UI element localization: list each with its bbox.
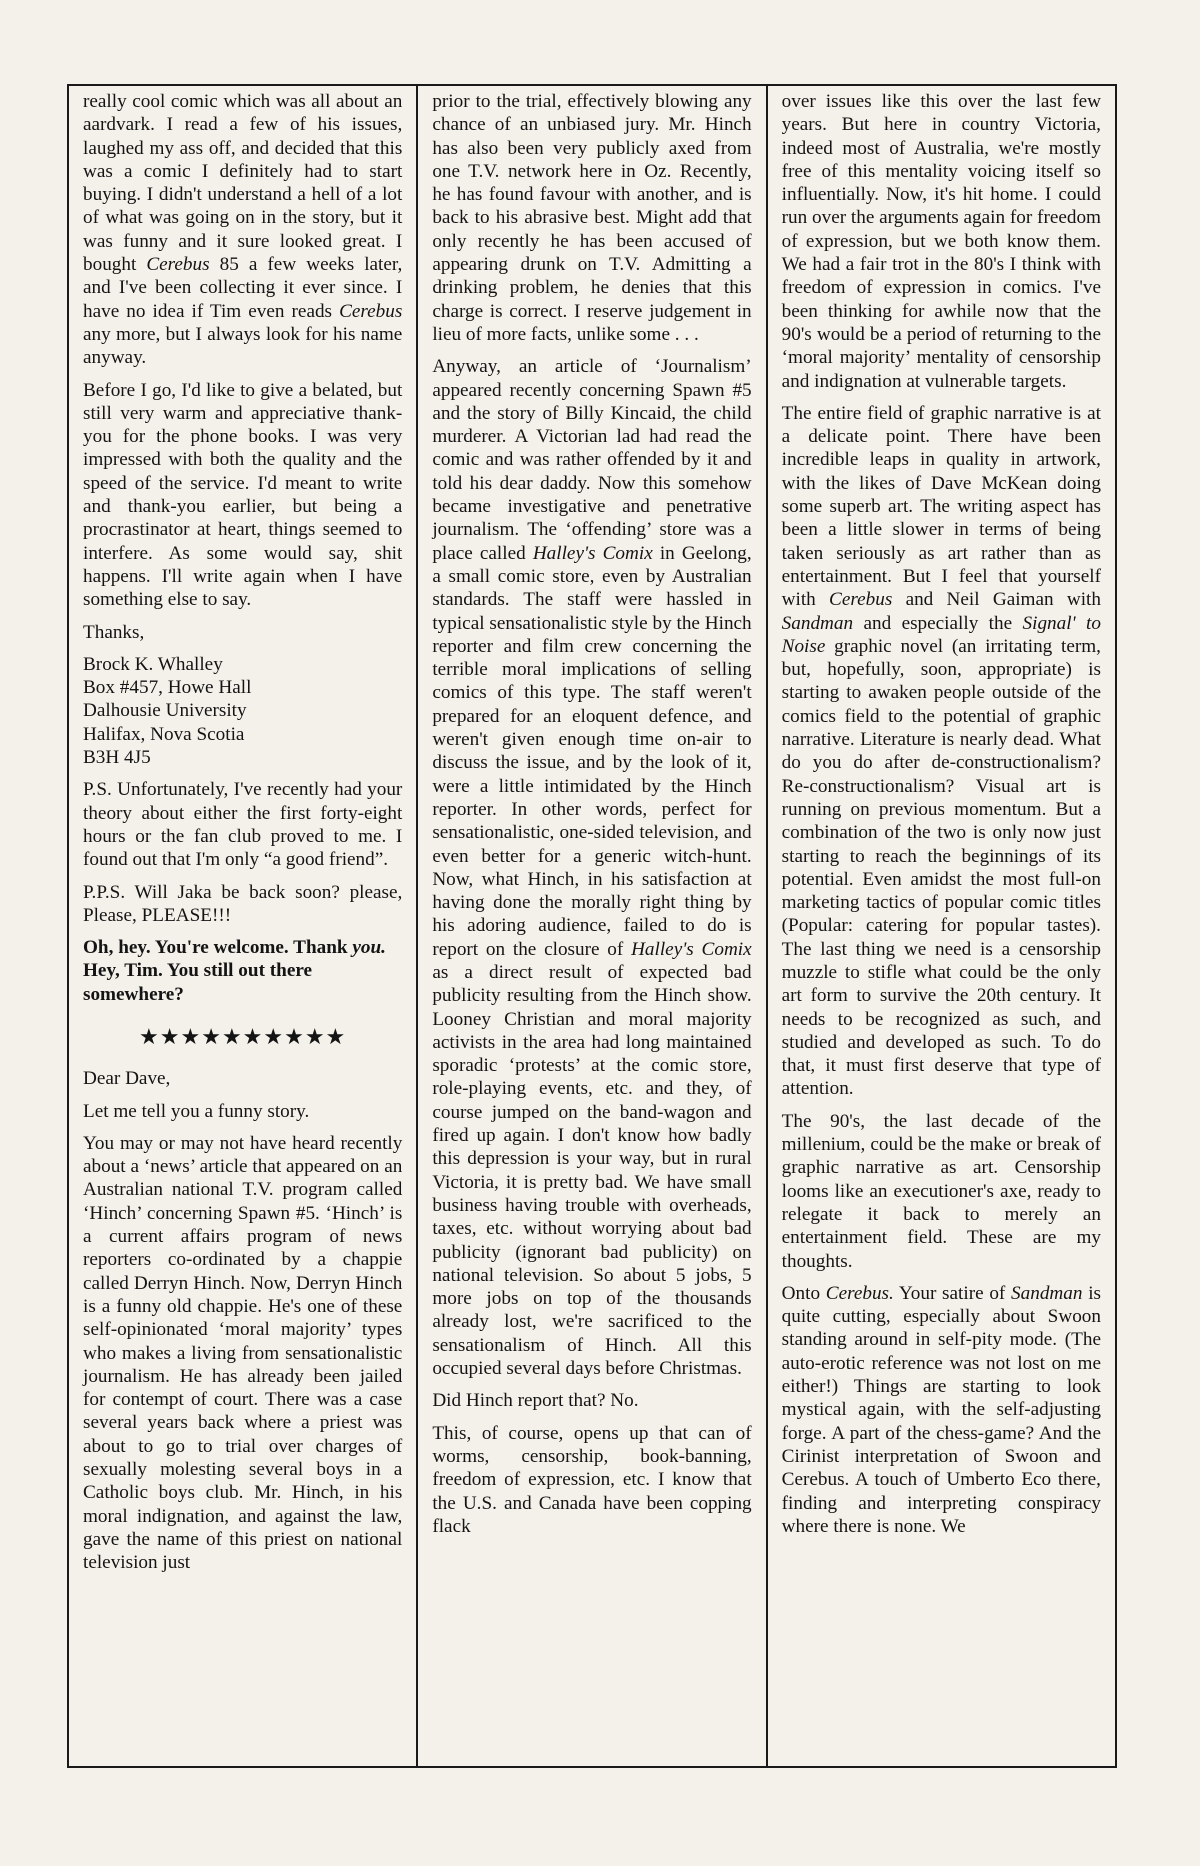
- letter-paragraph: The 90's, the last decade of the millenium, could be the make or break of graphic narrative as art. Censorship looms like an executioner's axe, ready to relegate it back to merely an entertainment field. These are my thoughts.: [781, 1110, 1101, 1272]
- title-italic: Cerebus: [146, 254, 210, 276]
- letter-paragraph: [782, 402, 1101, 1101]
- letter-paragraph: over issues like this over the last few years. But here in country Victoria, indeed most of Australia, we're mostly free of this mentality voicing itself so influentially. Now, it's hit home. I could run over the arguments again for freedom of expression, but we both know them. We had a fair trot in the 80's I think with freedom of expression in comics. I've been thinking for awhile now that the 90's would be a period of returning to the ‘moral majority’ mentality of censorship and indignation at vulnerable targets.: [781, 91, 1101, 392]
- letter-paragraph: [83, 90, 402, 370]
- letters-page-frame: [67, 84, 1117, 1768]
- sender-address: [83, 653, 402, 769]
- text-run: in Geelong, a small comic store, even by Australian standards. The staff were hassled in typical sensationalistic style by the Hinch reporter and film crew concerning the terrible moral implications of selling comics of this type. The staff weren't prepared for an eloquent defence, and weren't given enough time on-air to discuss the issue, and by the look of it, were a little intimidated by the Hinch reporter. In other words, perfect for sensationalistic, one-sided television, and even better for a generic witch-hunt. Now, what Hinch, in his satisfaction at having done the morally right thing by his adoring audience, failed to do is report on the closure of: [432, 542, 752, 960]
- title-italic: Halley's Comix: [631, 938, 752, 960]
- emphasis-italic: you.: [352, 937, 386, 959]
- letter-paragraph: [432, 355, 751, 1380]
- title-italic: Halley's Comix: [532, 542, 653, 564]
- letter-paragraph: You may or may not have heard recently about a ‘news’ article that appeared on an Australian national T.V. program called ‘Hinch’ concerning Spawn #5. ‘Hinch’ is a current affairs program of news reporters co-ordinated by a chappie called Derryn Hinch. Now, Derryn Hinch is a funny old chappie. He's one of these self-opinionated ‘moral majority’ types who makes a living from sensationalistic journalism. He has already been jailed for contempt of court. There was a case several years back where a priest was about to go to trial over charges of sexually molesting several boys in a Catholic boys club. Mr. Hinch, in his moral indignation, and against the law, gave the name of this priest on national television just: [83, 1132, 403, 1574]
- letter-paragraph: Did Hinch report that? No.: [432, 1390, 639, 1412]
- title-italic: Signal' to Noise: [781, 612, 1101, 657]
- text-run: is quite cutting, especially about Swoon standing around in self-pity mode. (The auto-erotic reference was not lost on me either!) Things are starting to look mystical again, with the self-adjusting forge. A part of the chess-game? And the Cirinist interpretation of Swoon and Cerebus. A touch of Umberto Eco there, finding and interpreting conspiracy where there is none. We: [781, 1282, 1101, 1537]
- letter-paragraph: prior to the trial, effectively blowing any chance of an unbiased jury. Mr. Hinch has also been very publicly axed from one T.V. network here in Oz. Recently, he has found favour with another, and is back to his abrasive best. Might add that only recently he has been accused of appearing drunk on T.V. Admitting a drinking problem, he denies that this charge is correct. I reserve judgement in lieu of more facts, unlike some . . .: [432, 91, 752, 345]
- text-run: Hey, Tim. You still out there somewhere?: [83, 960, 313, 1005]
- editor-reply: [83, 936, 402, 1006]
- address-line: B3H 4J5: [83, 747, 151, 769]
- letter-paragraph: This, of course, opens up that can of worms, censorship, book-banning, freedom of expression, etc. I know that the U.S. and Canada have been copping flack: [432, 1422, 752, 1537]
- address-line: Halifax, Nova Scotia: [83, 723, 245, 745]
- text-run: as a direct result of expected bad publicity resulting from the Hinch show. Looney Christian and moral majority activists in the area had long maintained sporadic ‘protests’ at the comic store, role-playing events, etc. and they, of course jumped on the band-wagon and fired up again. I don't know how badly this depression is your way, but in rural Victoria, it is pretty bad. We have small business having trouble with overheads, taxes, etc. without worrying about bad publicity (ignorant bad publicity) on national television. So about 5 jobs, 5 more jobs on top of the thousands already lost, we're sacrificed to the sensationalism of Hinch. All this occupied several days before Christmas.: [432, 961, 752, 1380]
- title-italic: Cerebus: [339, 300, 403, 322]
- text-run: The entire field of graphic narrative is at a delicate point. There have been incredible leaps in quality in artwork, with the likes of Dave McKean doing some superb art. The writing aspect has been a little slower in terms of being taken seriously as art rather than as entertainment. But I feel that yourself with: [781, 402, 1101, 611]
- text-run: and Neil Gaiman with: [892, 589, 1101, 611]
- text-run: Your satire of: [893, 1282, 1012, 1304]
- text-run: Anyway, an article of ‘Journalism’ appeared recently concerning Spawn #5 and the story of Billy Kincaid, the child murderer. A Victorian lad had read the comic and was rather offended by it and told his dear daddy. Now this somehow became investigative and penetrative journalism. The ‘offending’ store was a place called: [432, 356, 752, 564]
- text-run: Onto: [781, 1282, 826, 1304]
- address-line: Box #457, Howe Hall: [83, 677, 252, 699]
- letter-paragraph: [782, 1282, 1101, 1538]
- sign-off: Thanks,: [83, 621, 145, 643]
- postscript: P.S. Unfortunately, I've recently had your theory about either the first forty-eight hours or the fan club proved to me. I found out that I'm only “a good friend”.: [83, 779, 403, 871]
- text-run: Oh, hey. You're welcome. Thank: [83, 937, 353, 959]
- title-italic: Sandman: [1011, 1282, 1083, 1304]
- letter-paragraph: Let me tell you a funny story.: [83, 1100, 310, 1122]
- title-italic: Cerebus.: [825, 1282, 894, 1304]
- title-italic: Sandman: [781, 612, 854, 634]
- column-2: [416, 86, 765, 1766]
- text-run: any more, but I always look for his name anyway.: [83, 323, 403, 369]
- column-3: [766, 86, 1115, 1766]
- star-divider: ★★★★★★★★★★: [139, 1024, 347, 1050]
- text-run: 85 a few weeks later, and I've been collecting it ever since. I have no idea if Tim even reads: [83, 254, 403, 322]
- title-italic: Cerebus: [829, 589, 893, 611]
- letter-paragraph: Before I go, I'd like to give a belated, but still very warm and appreciative thank-you for the phone books. I was very impressed with both the quality and the speed of the service. I'd meant to write and thank-you earlier, but being a procrastinator at heart, things seemed to interfere. As some would say, shit happens. I'll write again when I have something else to say.: [83, 379, 403, 611]
- text-run: and especially the: [853, 612, 1023, 634]
- text-run: really cool comic which was all about an aardvark. I read a few of his issues, laughed my ass off, and decided that this was a comic I definitely had to start buying. I didn't understand a hell of a lot of what was going on in the story, but it was funny and it sure looked great. I bought: [83, 91, 403, 276]
- text-run: graphic novel (an irritating term, but, hopefully, soon, appropriate) is starting to awaken people outside of the comics field to the potential of graphic narrative. Literature is nearly dead. What do you do after de-constructionalism? Re-constructionalism? Visual art is running on previous momentum. But a combination of the two is only now just starting to reach the beginnings of its potential. Even amidst the most full-on marketing tactics of popular comic titles (Popular: catering for popular tastes). The last thing we need is a censorship muzzle to stifle what could be the only art form to survive the 20th century. It needs to be recognized as such, and studied and developed as such. To do that, it must first deserve that type of attention.: [781, 635, 1101, 1100]
- address-line: Brock K. Whalley: [83, 653, 223, 675]
- postscript-2: P.P.S. Will Jaka be back soon? please, Please, PLEASE!!!: [83, 881, 403, 926]
- address-line: Dalhousie University: [83, 700, 247, 722]
- column-1: [69, 86, 416, 1766]
- salutation: Dear Dave,: [83, 1068, 171, 1090]
